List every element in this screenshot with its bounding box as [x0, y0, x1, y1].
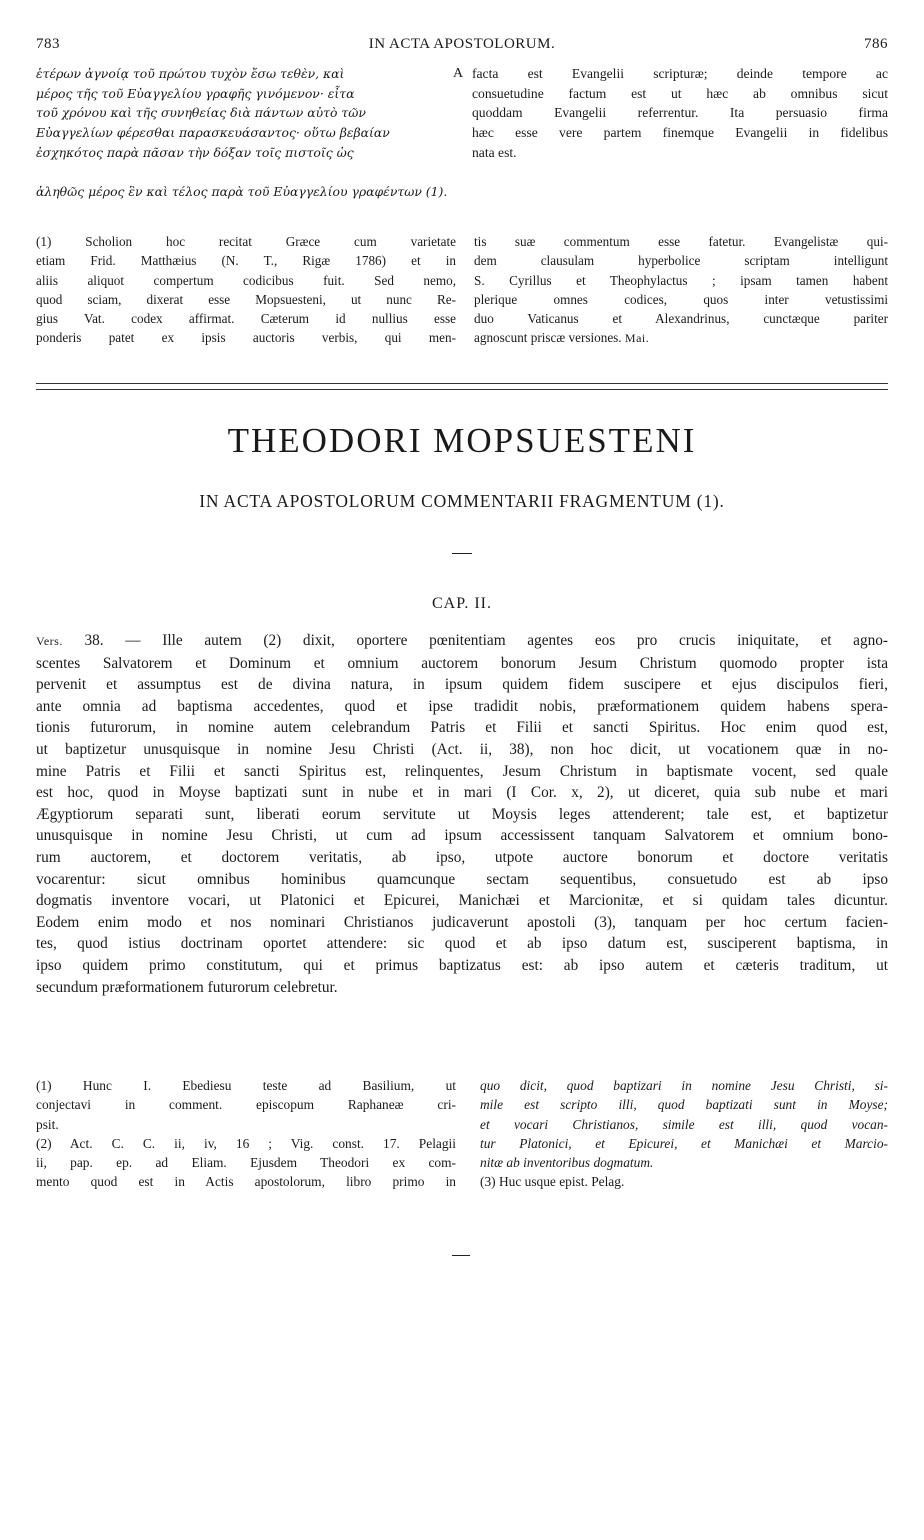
- end-dash: [452, 1255, 470, 1256]
- body-line: rum auctorem, et doctorem veritatis, ab ipso, utpote auctore bonorum et doctore veritatis: [36, 848, 888, 866]
- body-line: [36, 630, 888, 653]
- footnote-line: mento quod est in Actis apostolorum, libro primo in: [36, 1174, 456, 1190]
- column-marker: A: [453, 66, 464, 81]
- body-line: secundum præformationem futurorum celebretur.: [36, 978, 338, 996]
- footnote-line: duo Vaticanus et Alexandrinus, cunctæque pariter: [474, 311, 888, 327]
- greek-line: τοῦ χρόνου καὶ τῆς συνηθείας διὰ πάντων αὐτὸ τῶν: [36, 105, 366, 121]
- footnote-line: [480, 1115, 888, 1134]
- footnote-text: agnoscunt priscæ versiones.: [474, 330, 622, 346]
- greek-line: ἑτέρων ἀγνοίᾳ τοῦ πρώτου τυχὸν ἔσω τεθὲν, καὶ: [36, 66, 345, 81]
- latin-line: nata est.: [472, 144, 517, 160]
- body-line: dogmatis inventore vocari, ut Platonici et Epicurei, Manichæi et Marcionitæ, et si quidam tales dicuntur.: [36, 892, 888, 910]
- latin-column: [472, 64, 888, 163]
- latin-line: facta est Evangelii scripturæ; deinde tempore ac: [472, 66, 888, 81]
- greek-line: Εὐαγγελίων φέρεσθαι παρασκευάσαντος· οὕτω βεβαίαν: [36, 125, 390, 141]
- body-text: 38. — Ille autem (2) dixit, oportere pœnitentiam agentes eos pro crucis iniquitate, et agno-: [62, 632, 888, 649]
- body-line: scentes Salvatorem et Dominum et omnium auctorem bonorum Jesum Christum quomodo propter ista: [36, 654, 888, 672]
- body-line: vocarentur: sicut omnibus hominibus quamcunque sectam sequentibus, consuetudo est ab ipso: [36, 870, 888, 888]
- left-page-number: 783: [36, 36, 60, 52]
- footnote-line: ponderis patet ex ipsis auctoris verbis, qui men-: [36, 330, 456, 346]
- footnote-column-left: [36, 1076, 456, 1192]
- body-line: ut baptizetur unusquisque in nomine Jesu Christi (Act. ii, 38), non hoc dicit, ut vocationem quæ in no-: [36, 740, 888, 758]
- running-head: [36, 36, 888, 56]
- footnote-italic: nitæ ab inventoribus dogmatum.: [480, 1155, 654, 1171]
- footnotes-bottom: [36, 1076, 888, 1190]
- footnote-line: ii, pap. ep. ad Eliam. Ejusdem Theodori ex com-: [36, 1155, 456, 1171]
- body-line: tionis futurorum, in nomine autem celebrandum Patris et Filii et sancti Spiritus. Hoc enim quod est,: [36, 719, 888, 737]
- footnote-line: tis suæ commentum esse fatetur. Evangelistæ qui-: [474, 234, 888, 249]
- footnotes-top: [36, 232, 888, 346]
- greek-latin-text: [36, 64, 888, 204]
- latin-line: consuetudine factum est ut hæc ab omnibus sicut: [472, 85, 888, 101]
- body-line: tes, quod istius doctrinam oportet attendere: sic quod et ab ipso datum est, susciperent baptisma, in: [36, 935, 888, 953]
- body-line: est hoc, quod in Moyse baptizati sunt in nube et in mari (I Cor. x, 2), ut diceret, quia sub nube et mari: [36, 784, 888, 802]
- work-title: THEODORI MOPSUESTENI: [227, 421, 697, 460]
- work-subtitle: IN ACTA APOSTOLORUM COMMENTARII FRAGMENTUM (1).: [199, 491, 725, 511]
- body-line: Ægyptiorum separati sunt, liberati eorum servitute ut Moysis leges attenderent; tale est, et baptizetur: [36, 805, 888, 823]
- footnote-line: (1) Hunc I. Ebediesu teste ad Basilium, ut: [36, 1078, 456, 1093]
- footnote-column-right: [480, 1076, 888, 1192]
- footnote-line: (2) Act. C. C. ii, iv, 16 ; Vig. const. 17. Pelagii: [36, 1135, 456, 1151]
- footnote-line: [480, 1153, 888, 1172]
- latin-line: quoddam Evangelii referrentur. Ita persuasio firma: [472, 105, 888, 121]
- footnote-line: [480, 1076, 888, 1095]
- footnote-line: dem clausulam hyperbolice scriptam intelligunt: [474, 253, 888, 269]
- footnote-column-left: [36, 232, 456, 348]
- body-line: Eodem enim modo et nos nominari Christianos judicaverunt apostoli (3), tanquam per hoc certum facien-: [36, 913, 888, 931]
- body-line: ante omnia ad baptisma accedentes, quod et ipse tradidit nobis, præformationem quidem habens spera-: [36, 697, 888, 715]
- greek-column: [36, 64, 464, 163]
- footnote-line: [480, 1134, 888, 1153]
- footnote-line: plerique omnes codices, quos inter vetustissimi: [474, 291, 888, 307]
- footnote-line: psit.: [36, 1116, 59, 1132]
- double-rule: [36, 383, 888, 390]
- footnote-italic: tur Platonici, et Epicurei, et Manichæi et Marcio-: [480, 1135, 888, 1151]
- footnote-line: quod sciam, dixerat esse Mopsuesteni, ut nunc Re-: [36, 291, 456, 307]
- footnote-line: etiam Frid. Matthæius (N. T., Rigæ 1786) et in: [36, 253, 456, 269]
- body-line: pervenit et assumptus est de divina natura, in ipsum quidem fidem suscipere et ejus discipulos fieri,: [36, 676, 888, 694]
- chapter-heading: CAP. II.: [431, 595, 492, 612]
- footnote-line: [474, 328, 888, 348]
- body-line: unusquisque in nomine Jesu Christi, ut cum ad ipsum accessissent tanquam Salvatorem et omnium bono-: [36, 827, 888, 845]
- footnote-line: conjectavi in comment. episcopum Raphaneæ cri-: [36, 1097, 456, 1113]
- right-page-number: 786: [864, 36, 888, 52]
- footnote-line: (1) Scholion hoc recitat Græce cum varietate: [36, 234, 456, 249]
- footnote-line: gius Vat. codex affirmat. Cæterum id nullius esse: [36, 311, 456, 327]
- greek-line: ἐσχηκότος παρὰ πᾶσαν τὴν δόξαν τοῖς πιστοῖς ὡς: [36, 144, 354, 160]
- commentary-body: [36, 630, 888, 1070]
- footnote-signature: Mai.: [624, 331, 650, 346]
- running-title: IN ACTA APOSTOLORUM.: [368, 36, 556, 52]
- greek-line: μέρος τῆς τοῦ Εὐαγγελίου γραφῆς γινόμενον· εἶτα: [36, 85, 355, 101]
- title-dash: [452, 553, 472, 554]
- body-line: ipso quidem primo constitutum, qui et primus baptizatus est: ab ipso autem et cæteris traditum, ut: [36, 956, 888, 974]
- footnote-line: [480, 1095, 888, 1114]
- footnote-line: (3) Huc usque epist. Pelag.: [480, 1174, 625, 1190]
- body-column: [36, 630, 888, 998]
- footnote-italic: mile est scripto illi, quod baptizati sunt in Moyse;: [480, 1097, 888, 1113]
- footnote-italic: et vocari Christianos, simile est illi, quod vocan-: [480, 1116, 888, 1132]
- greek-full-line: ἀληθῶς μέρος ἓν καὶ τέλος παρὰ τοῦ Εὐαγγελίου γραφέντων (1).: [36, 184, 448, 199]
- footnote-line: aliis aliquot compertum codicibus fuit. Sed nemo,: [36, 272, 456, 288]
- footnote-line: S. Cyrillus et Theophylactus ; ipsam tamen habent: [474, 272, 888, 288]
- latin-line: hæc esse vere partem finemque Evangelii in fidelibus: [472, 125, 888, 141]
- body-line: mine Patris et Filii et sancti Spiritus est, relinquentes, Jesum Christum in baptismate vocent, sed quale: [36, 762, 888, 780]
- footnote-column-right: [474, 232, 888, 349]
- footnote-italic: quo dicit, quod baptizari in nomine Jesu Christi, si-: [480, 1078, 888, 1093]
- verse-label: Vers.: [36, 634, 63, 648]
